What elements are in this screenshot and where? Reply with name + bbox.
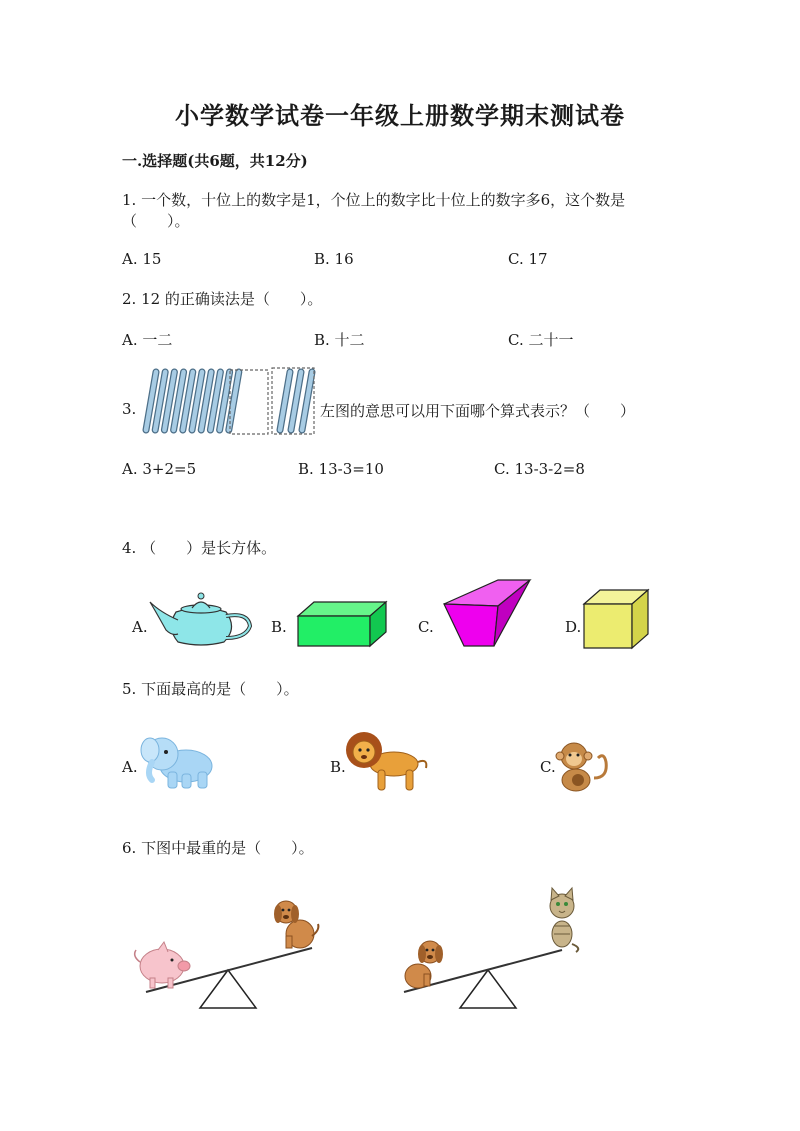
q5-option-c[interactable]: C. [540,758,556,776]
q3-option-c[interactable]: C. 13-3-2=8 [494,460,585,478]
question-3-number: 3. [122,400,137,418]
q1-option-c[interactable]: C. 17 [508,250,548,268]
question-3-text: 左图的意思可以用下面哪个算式表示？（ ） [320,402,636,420]
cat-icon [550,888,578,952]
q5-option-a[interactable]: A. [122,758,138,776]
question-2-text: 2. 12 的正确读法是（ ）。 [122,290,323,308]
q4-option-a[interactable]: A. [132,618,148,636]
magenta-prism-icon [442,576,534,652]
lion-icon [344,728,430,794]
seesaw-pig-dog-image [128,896,328,1016]
q5-option-b[interactable]: B. [330,758,346,776]
counting-sticks [146,372,312,430]
q4-option-b[interactable]: B. [271,618,287,636]
q1-option-a[interactable]: A. 15 [122,250,162,268]
q4-option-d[interactable]: D. [565,618,582,636]
elephant-icon [138,730,218,792]
q3-option-a[interactable]: A. 3+2=5 [122,460,197,478]
dog-icon [405,941,443,988]
question-4-text: 4. （ ）是长方体。 [122,539,277,557]
seesaw-dog-cat-image [396,886,596,1016]
green-cuboid-icon [294,600,390,648]
teapot-icon [146,590,256,650]
page-title: 小学数学试卷一年级上册数学期末测试卷 [175,101,625,130]
question-1-text: 1. 一个数，十位上的数字是1，个位上的数字比十位上的数字多6，这个数是 [122,191,626,209]
q3-option-b[interactable]: B. 13-3=10 [298,460,384,478]
question-5-text: 5. 下面最高的是（ ）。 [122,680,299,698]
counting-sticks-image [138,364,318,440]
q1-option-b[interactable]: B. 16 [314,250,354,268]
dog-icon [274,901,318,948]
question-1-text-cont: （ ）。 [122,212,190,230]
yellow-cube-icon [582,588,650,650]
section-heading: 一.选择题(共6题，共12分) [122,152,308,170]
q4-option-c[interactable]: C. [418,618,434,636]
monkey-icon [554,738,610,794]
q2-option-b[interactable]: B. 十二 [314,331,365,349]
pig-icon [135,942,190,988]
q2-option-a[interactable]: A. 一二 [122,331,173,349]
question-6-text: 6. 下图中最重的是（ ）。 [122,839,314,857]
q2-option-c[interactable]: C. 二十一 [508,331,574,349]
